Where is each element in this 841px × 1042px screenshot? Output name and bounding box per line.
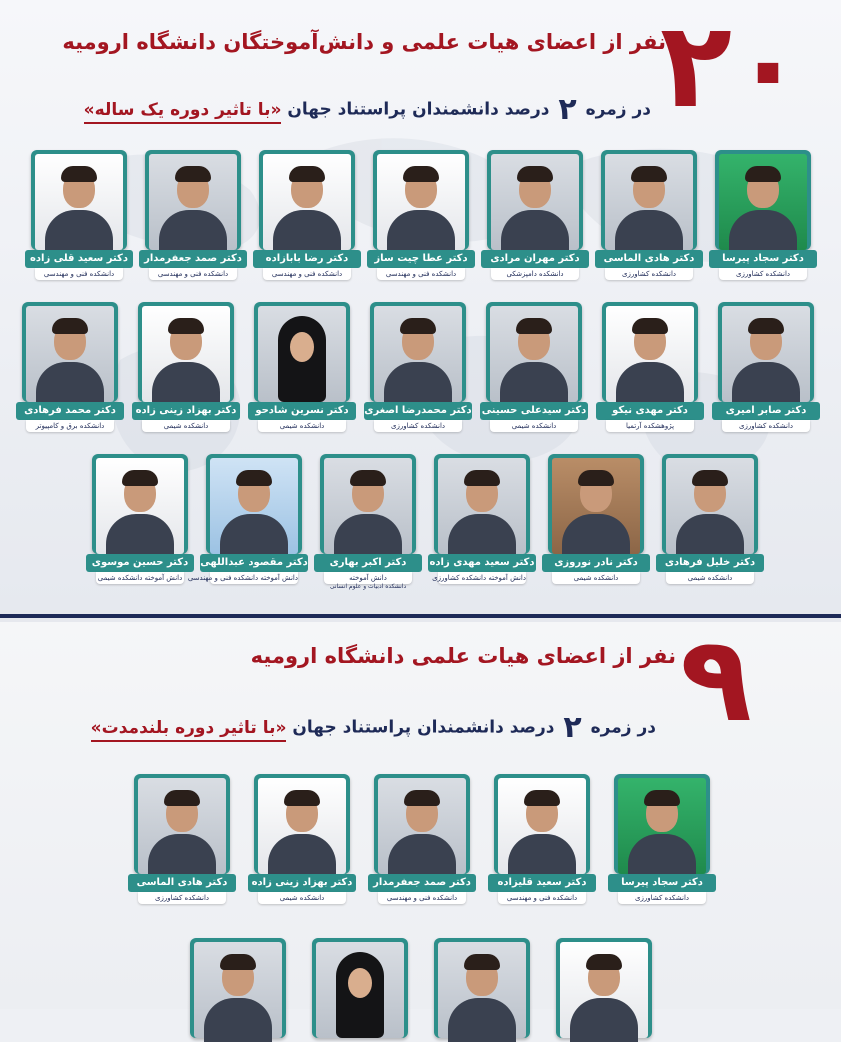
person-department: دانش آموخته دانشکده شیمی — [97, 574, 183, 582]
hair-shape — [464, 954, 500, 970]
hair-shape — [692, 470, 728, 486]
hair-shape — [631, 166, 667, 182]
section-two — [0, 610, 841, 1009]
hair-shape — [122, 470, 158, 486]
torso-shape — [384, 362, 452, 406]
person-name: دکتر صابر امیری — [712, 402, 820, 420]
portrait-photo — [498, 778, 586, 874]
portrait-photo — [666, 458, 754, 554]
portrait-photo — [138, 778, 226, 874]
torso-shape — [732, 362, 800, 406]
person-department: دانشکده فنی و مهندسی — [149, 268, 237, 280]
subline-middle: درصد دانشمندان پراستناد جهان — [287, 99, 550, 120]
subline-middle: درصد دانشمندان پراستناد جهان — [292, 717, 555, 738]
person-department: دانشکده شیمی — [490, 420, 578, 432]
torso-shape — [334, 514, 402, 558]
torso-shape — [388, 834, 456, 878]
person-name: دکتر محمدرضا اصغری — [364, 402, 472, 420]
person-name: دکتر هادی الماسی — [595, 250, 703, 268]
hair-shape — [516, 318, 552, 334]
face-shape — [290, 332, 314, 362]
person-department: دانشکده شیمی — [258, 420, 346, 432]
person-name: دکتر محمد فرهادی — [16, 402, 124, 420]
hair-shape — [524, 790, 560, 806]
torso-shape — [508, 834, 576, 878]
person-department: دانشکده فنی و مهندسی — [378, 892, 466, 904]
person-name: دکتر حسین موسوی — [86, 554, 194, 572]
person-name: دکتر هادی الماسی — [128, 874, 236, 892]
hair-shape — [220, 954, 256, 970]
hair-shape — [403, 166, 439, 182]
portrait-photo — [377, 154, 465, 250]
person-department: دانشکده فنی و مهندسی — [498, 892, 586, 904]
hair-shape — [578, 470, 614, 486]
person-name: دکتر سعید مهدی زاده — [428, 554, 536, 572]
person-department: دانشکده شیمی — [258, 892, 346, 904]
person-department: دانشکده فنی و مهندسی — [377, 268, 465, 280]
hair-shape — [404, 790, 440, 806]
person-name: دکتر سعید قلیزاده — [488, 874, 596, 892]
hair-shape — [632, 318, 668, 334]
person-department: دانشکده شیمی — [142, 420, 230, 432]
portrait-photo — [96, 458, 184, 554]
hair-shape — [284, 790, 320, 806]
hair-shape — [164, 790, 200, 806]
person-name: دکتر بهزاد زینی زاده — [248, 874, 356, 892]
person-department: دانشکده برق و کامپیوتر — [26, 420, 114, 432]
impact-period-label: «با تاثیر دوره یک ساله» — [84, 100, 282, 124]
person-name: دکتر اکبر بهاری — [314, 554, 422, 572]
portrait-photo — [263, 154, 351, 250]
section-two-subline — [91, 710, 656, 745]
hair-shape — [175, 166, 211, 182]
portrait-photo — [552, 458, 640, 554]
person-department: دانش آموخته دانشکده فنی و مهندسی — [187, 574, 298, 582]
portrait-photo — [722, 306, 810, 402]
torso-shape — [615, 210, 683, 254]
portrait-photo — [606, 306, 694, 402]
torso-shape — [45, 210, 113, 254]
section-two-headline: نفر از اعضای هیات علمی دانشگاه ارومیه — [250, 644, 676, 668]
person-department: دانشکده کشاورزی — [138, 892, 226, 904]
portrait-photo — [605, 154, 693, 250]
portrait-photo — [149, 154, 237, 250]
subline-prefix: در زمره — [585, 99, 651, 120]
person-name: دکتر صمد جعفرمدار — [139, 250, 247, 268]
hair-shape — [168, 318, 204, 334]
person-department: دانشکده فنی و مهندسی — [35, 268, 123, 280]
person-department: دانشکده شیمی — [552, 572, 640, 584]
torso-shape — [159, 210, 227, 254]
torso-shape — [676, 514, 744, 558]
person-name: دکتر نادر نوروزی — [542, 554, 650, 572]
portrait-photo — [618, 778, 706, 874]
portrait-photo — [210, 458, 298, 554]
count-nine: ۹ — [680, 610, 753, 748]
person-department: دانشکده کشاورزی — [719, 268, 807, 280]
torso-shape — [562, 514, 630, 558]
section-one-headline: نفر از اعضای هیات علمی و دانش‌آموختگان دانشگاه ارومیه — [62, 30, 666, 54]
torso-shape — [500, 362, 568, 406]
portrait-photo — [491, 154, 579, 250]
torso-shape — [729, 210, 797, 254]
hair-shape — [52, 318, 88, 334]
person-department: دانشکده کشاورزی — [618, 892, 706, 904]
hair-shape — [748, 318, 784, 334]
person-department: دانش آموخته دانشکده کشاورزی — [432, 574, 526, 582]
person-department: دانشکده فنی و مهندسی — [263, 268, 351, 280]
person-name: دکتر صمد جعفرمدار — [368, 874, 476, 892]
portrait-photo — [438, 458, 526, 554]
hair-shape — [350, 470, 386, 486]
portrait-photo — [324, 458, 412, 554]
person-name: دکتر رضا بابازاده — [253, 250, 361, 268]
portrait-photo — [316, 942, 404, 1038]
person-department-line-2: دانشکده ادبیات و علوم انسانی — [329, 583, 407, 590]
portrait-photo — [560, 942, 648, 1038]
torso-shape — [204, 998, 272, 1042]
person-department: دانشکده کشاورزی — [374, 420, 462, 432]
portrait-photo — [194, 942, 282, 1038]
portrait-photo — [142, 306, 230, 402]
subline-digit: ۲ — [558, 92, 577, 127]
portrait-photo — [35, 154, 123, 250]
person-name: دکتر سجاد پیرسا — [709, 250, 817, 268]
person-name: دکتر خلیل فرهادی — [656, 554, 764, 572]
hair-shape — [745, 166, 781, 182]
hair-shape — [289, 166, 325, 182]
hair-shape — [236, 470, 272, 486]
torso-shape — [448, 514, 516, 558]
torso-shape — [448, 998, 516, 1042]
section-one-subline — [84, 92, 651, 127]
hair-shape — [61, 166, 97, 182]
portrait-photo — [719, 154, 807, 250]
person-name: دکتر مقصود عبداللهی — [200, 554, 308, 572]
person-name: دکتر سجاد پیرسا — [608, 874, 716, 892]
person-name: دکتر سعید قلی زاده — [25, 250, 133, 268]
person-department: دانشکده دامپزشکی — [491, 268, 579, 280]
person-name: دکتر مهدی نیکو — [596, 402, 704, 420]
portrait-photo — [258, 306, 346, 402]
subline-prefix: در زمره — [590, 717, 656, 738]
torso-shape — [501, 210, 569, 254]
torso-shape — [36, 362, 104, 406]
torso-shape — [148, 834, 216, 878]
subline-digit: ۲ — [563, 710, 582, 745]
torso-shape — [387, 210, 455, 254]
hair-shape — [400, 318, 436, 334]
count-twenty: ۲۰ — [660, 0, 805, 134]
torso-shape — [106, 514, 174, 558]
torso-shape — [628, 834, 696, 878]
torso-shape — [268, 834, 336, 878]
person-department: دانشکده شیمی — [666, 572, 754, 584]
portrait-photo — [258, 778, 346, 874]
torso-shape — [570, 998, 638, 1042]
hair-shape — [586, 954, 622, 970]
hair-shape — [464, 470, 500, 486]
person-department: دانشکده کشاورزی — [722, 420, 810, 432]
hair-shape — [517, 166, 553, 182]
torso-shape — [273, 210, 341, 254]
portrait-photo — [490, 306, 578, 402]
torso-shape — [220, 514, 288, 558]
torso-shape — [616, 362, 684, 406]
hair-shape — [644, 790, 680, 806]
person-name: دکتر نسرین شادحو — [248, 402, 356, 420]
person-department: دانش آموخته — [324, 572, 412, 584]
impact-period-label: «با تاثیر دوره بلندمدت» — [91, 718, 287, 742]
torso-shape — [152, 362, 220, 406]
person-name: دکتر بهزاد زینی زاده — [132, 402, 240, 420]
portrait-photo — [26, 306, 114, 402]
portrait-photo — [438, 942, 526, 1038]
portrait-photo — [378, 778, 466, 874]
person-name: دکتر مهران مرادی — [481, 250, 589, 268]
face-shape — [348, 968, 372, 998]
person-name: دکتر سیدعلی حسینی — [480, 402, 588, 420]
person-department: دانشکده کشاورزی — [605, 268, 693, 280]
person-department: پژوهشکده آرتمیا — [606, 420, 694, 432]
portrait-photo — [374, 306, 462, 402]
person-name: دکتر عطا چیت ساز — [367, 250, 475, 268]
